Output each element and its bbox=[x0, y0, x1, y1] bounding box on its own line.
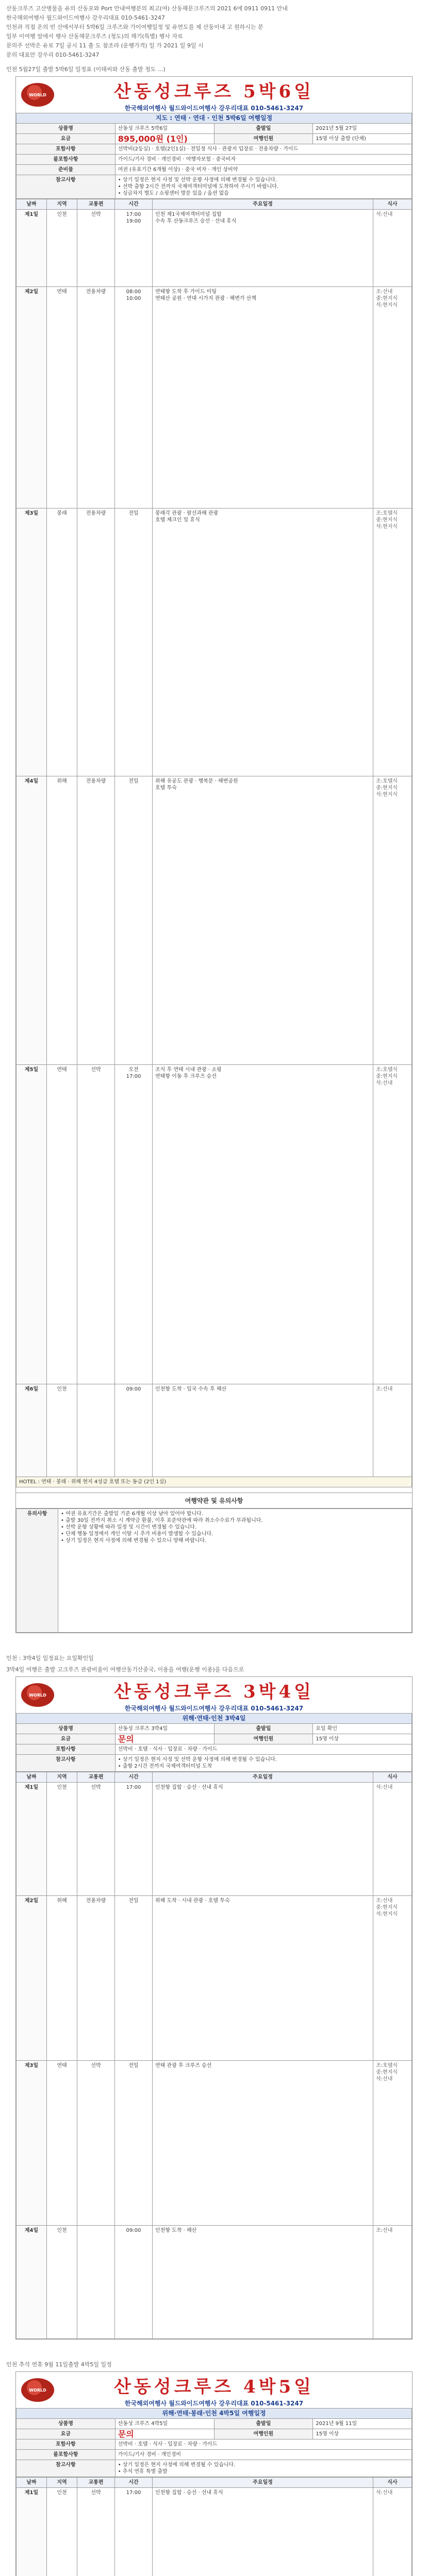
column-header: 식사 bbox=[373, 199, 412, 210]
notes-row bbox=[17, 1755, 412, 1772]
day-time: 08:00 10:00 bbox=[115, 287, 153, 509]
day-transport: 전용차량 bbox=[77, 287, 115, 509]
remarks-row bbox=[17, 1509, 412, 1633]
itinerary-document bbox=[15, 76, 413, 1633]
column-header: 시간 bbox=[115, 1772, 153, 1783]
remark-item: • 선박 운항 상황에 따라 일정 및 시간이 변경될 수 있습니다. bbox=[61, 1524, 197, 1530]
intro-line: 일부 이여행 앞에서 행사 산동해문크루즈 (청도)의 해기(특별) 행사 자료 bbox=[6, 33, 183, 40]
header-text bbox=[54, 77, 374, 112]
day-place: 인천 bbox=[47, 2226, 77, 2339]
route-title: 지도 : 연태 · 연대 · 인천 5박6일 여행일정 bbox=[17, 113, 412, 124]
day-label: 제4일 bbox=[17, 2226, 47, 2339]
day-transport: 선박 bbox=[77, 1783, 115, 1896]
day-transport: 선박 bbox=[77, 2488, 115, 2576]
day-plan: 연태항 도착 후 가이드 미팅 연태산 공원 · 연대 시가지 관광 · 해변가 산책 bbox=[153, 287, 373, 509]
summary-table bbox=[16, 113, 412, 199]
hotel-row bbox=[17, 1477, 412, 1487]
route-row bbox=[17, 1714, 412, 1724]
day-plan: 인천 제1국제여객터미널 집합 수속 후 산동크루즈 승선 · 선내 휴식 bbox=[153, 210, 373, 287]
column-header: 주요일정 bbox=[153, 2478, 373, 2488]
summary-row bbox=[17, 124, 412, 134]
day-transport bbox=[77, 1384, 115, 1477]
summary-value: 선박비(2등실) · 호텔(2인1실) · 전일정 식사 · 관광지 입장료 · 전용차량 · 가이드 bbox=[115, 144, 411, 155]
day-row bbox=[17, 2061, 412, 2226]
summary-row bbox=[17, 1724, 412, 1734]
remarks-title: 여행약관 및 유의사항 bbox=[16, 1493, 412, 1509]
day-label: 제1일 bbox=[17, 1783, 47, 1896]
day-meals: 조:선내 중:현지식 석:현지식 bbox=[373, 1896, 412, 2061]
day-label: 제5일 bbox=[17, 1065, 47, 1384]
summary-row bbox=[17, 1744, 412, 1755]
document-title: 산동성크루즈 5박6일 bbox=[114, 81, 314, 102]
notes-row bbox=[17, 2460, 412, 2477]
day-meals: 석:선내 bbox=[373, 1783, 412, 1896]
company-contact: 한국해외여행사 월드와이드여행사 강우리대표 010-5461-3247 bbox=[124, 1705, 304, 1712]
day-time: 전일 bbox=[115, 1896, 153, 2061]
schedule-header bbox=[17, 2478, 412, 2488]
summary-label: 준비물 bbox=[17, 165, 116, 175]
summary-value: 2021년 9월 11일 bbox=[313, 2419, 412, 2429]
day-row bbox=[17, 1896, 412, 2061]
notes-cell bbox=[115, 2460, 411, 2477]
hotel-note: HOTEL : 연태 · 봉래 · 위해 현지 4성급 호텔 또는 동급 (2인 1실) bbox=[17, 1477, 412, 1487]
day-time: 전일 bbox=[115, 776, 153, 1065]
day-row bbox=[17, 1783, 412, 1896]
summary-row bbox=[17, 134, 412, 144]
section-note: 3박4일 여행은 출발 고크루즈 관광비율이 여행산동기산중국, 이용을 여행(운행 이용)을 다음으로 bbox=[6, 1666, 244, 1673]
day-plan: 연태 관광 후 크루즈 승선 bbox=[153, 2061, 373, 2226]
summary-value: 15명 이상 bbox=[313, 2429, 412, 2439]
day-row bbox=[17, 2488, 412, 2576]
day-place: 위해 bbox=[47, 776, 77, 1065]
intro-text bbox=[0, 0, 428, 60]
summary-value: 가이드/기사 경비 · 개인경비 · 여행자보험 · 중국비자 bbox=[115, 155, 411, 165]
day-time: 전일 bbox=[115, 509, 153, 776]
summary-value: 선박비 · 호텔 · 식사 · 입장료 · 차량 · 가이드 bbox=[115, 1744, 411, 1755]
day-plan: 인천항 집합 · 승선 · 선내 휴식 bbox=[153, 2488, 373, 2576]
day-label: 제6일 bbox=[17, 1384, 47, 1477]
day-place: 인천 bbox=[47, 210, 77, 287]
summary-label: 불포함사항 bbox=[17, 2450, 116, 2460]
day-transport: 선박 bbox=[77, 1065, 115, 1384]
summary-value: 요일 확인 bbox=[313, 1724, 412, 1734]
document-header bbox=[16, 2372, 412, 2408]
column-header: 교통편 bbox=[77, 1772, 115, 1783]
day-transport: 선박 bbox=[77, 2061, 115, 2226]
column-header: 지역 bbox=[47, 199, 77, 210]
note-item: • 상기 일정은 현지 사정 및 선박 운항 사정에 의해 변경될 수 있습니다. bbox=[118, 1757, 277, 1762]
day-transport: 전용차량 bbox=[77, 509, 115, 776]
day-meals: 조:선내 중:현지식 석:현지식 bbox=[373, 287, 412, 509]
notes-label: 참고사항 bbox=[17, 175, 116, 199]
schedule-table bbox=[16, 2477, 412, 2576]
summary-table bbox=[16, 1713, 412, 1772]
summary-label: 포함사항 bbox=[17, 1744, 116, 1755]
column-header: 교통편 bbox=[77, 2478, 115, 2488]
summary-row bbox=[17, 2450, 412, 2460]
summary-label: 여행인원 bbox=[214, 1734, 313, 1744]
header-text bbox=[54, 2372, 374, 2408]
notes-cell bbox=[115, 175, 411, 199]
day-plan: 인천항 도착 · 해산 bbox=[153, 2226, 373, 2339]
summary-label: 포함사항 bbox=[17, 2439, 116, 2450]
day-label: 제3일 bbox=[17, 509, 47, 776]
intro-line: 인천과 직접 온의 빈 산에서부터 5박6일 크루즈와 가이여행일정 및 유연도를 제 산동이내 고 원하시는 분 bbox=[6, 24, 264, 30]
summary-label: 출발일 bbox=[214, 124, 313, 134]
remarks-box bbox=[16, 1493, 412, 1633]
itinerary-sheet-5n6d bbox=[0, 76, 428, 1633]
day-place: 연태 bbox=[47, 1065, 77, 1384]
header-text bbox=[54, 1677, 374, 1713]
day-meals: 조:호텔식 중:현지식 석:현지식 bbox=[373, 776, 412, 1065]
day-plan: 위해 도착 · 시내 관광 · 호텔 투숙 bbox=[153, 1896, 373, 2061]
summary-value: 15명 이상 bbox=[313, 1734, 412, 1744]
summary-value: 선박비 · 호텔 · 식사 · 입장료 · 차량 · 가이드 bbox=[115, 2439, 411, 2450]
summary-row bbox=[17, 155, 412, 165]
intro-line: 산동크루즈 고산병물을 유의 산동포와 Port 안내여행분의 최고(여) 산동해문크루즈의 2021 6에 0911 0911 안내 bbox=[6, 5, 288, 12]
day-place: 인천 bbox=[47, 1384, 77, 1477]
summary-label: 출발일 bbox=[214, 1724, 313, 1734]
day-row bbox=[17, 287, 412, 509]
day-place: 연태 bbox=[47, 2061, 77, 2226]
day-place: 봉래 bbox=[47, 509, 77, 776]
section-note: 인천 5월27일 출발 5박6일 일정표 (이태씨와 산동 출발 청도 ...) bbox=[6, 66, 166, 73]
day-transport bbox=[77, 2226, 115, 2339]
note-item: • 추석 연휴 특별 출발 bbox=[118, 2469, 168, 2475]
notes-label: 참고사항 bbox=[17, 2460, 116, 2477]
column-header: 식사 bbox=[373, 2478, 412, 2488]
day-transport: 전용차량 bbox=[77, 1896, 115, 2061]
document-title: 산동성크루즈 3박4일 bbox=[114, 1682, 314, 1702]
summary-row bbox=[17, 1734, 412, 1744]
summary-value: 문의 bbox=[115, 1734, 214, 1744]
day-label: 제1일 bbox=[17, 210, 47, 287]
day-row bbox=[17, 1384, 412, 1477]
column-header: 시간 bbox=[115, 2478, 153, 2488]
day-time: 09:00 bbox=[115, 2226, 153, 2339]
notes-row bbox=[17, 175, 412, 199]
day-place: 위해 bbox=[47, 1896, 77, 2061]
schedule-table bbox=[16, 1772, 412, 2339]
remarks-cell bbox=[58, 1509, 412, 1633]
itinerary-sheet-4n5d bbox=[0, 2371, 428, 2576]
day-meals: 조:호텔식 중:현지식 석:현지식 bbox=[373, 509, 412, 776]
summary-row bbox=[17, 2439, 412, 2450]
remark-item: • 상기 일정은 현지 사정에 의해 변경될 수 있으니 양해 바랍니다. bbox=[61, 1538, 207, 1544]
schedule-table bbox=[16, 199, 412, 1487]
day-row bbox=[17, 1065, 412, 1384]
summary-label: 상품명 bbox=[17, 1724, 116, 1734]
intro-line: 문의 대표안 강우리 010-5461-3247 bbox=[6, 52, 100, 58]
notes-label: 참고사항 bbox=[17, 1755, 116, 1772]
section-note: 인천 : 3박4일 일정표는 요일확인일 bbox=[6, 1655, 94, 1662]
day-row bbox=[17, 509, 412, 776]
day-transport: 선박 bbox=[77, 210, 115, 287]
summary-label: 요금 bbox=[17, 134, 116, 144]
day-meals: 석:선내 bbox=[373, 2488, 412, 2576]
intro-line: 문의주 선박은 유료 7일 공시 11 출 도 참조라 (운행가격) 일 가 2021 일 9일 시 bbox=[6, 42, 204, 49]
day-row bbox=[17, 776, 412, 1065]
route-title: 위해·연태·인천 3박4일 bbox=[17, 1714, 412, 1724]
column-header: 지역 bbox=[47, 1772, 77, 1783]
day-place: 연태 bbox=[47, 287, 77, 509]
note-item: • 출항 2시간 전까지 국제여객터미널 도착 bbox=[118, 1764, 212, 1769]
day-time: 17:00 19:00 bbox=[115, 210, 153, 287]
column-header: 날짜 bbox=[17, 1772, 47, 1783]
remarks-table bbox=[16, 1509, 412, 1633]
note-item: • 싱글차지 별도 / 쇼핑센터 방문 있음 / 옵션 없음 bbox=[118, 191, 229, 196]
summary-label: 요금 bbox=[17, 2429, 116, 2439]
column-header: 날짜 bbox=[17, 2478, 47, 2488]
summary-row bbox=[17, 2429, 412, 2439]
section-note: 인천 추석 연휴 9월 11일출발 4박5일 일정 bbox=[6, 2361, 112, 2368]
column-header: 날짜 bbox=[17, 199, 47, 210]
summary-label: 출발일 bbox=[214, 2419, 313, 2429]
column-header: 시간 bbox=[115, 199, 153, 210]
summary-value: 2021년 5월 27일 bbox=[313, 124, 412, 134]
day-meals: 조:호텔식 중:현지식 석:선내 bbox=[373, 2061, 412, 2226]
column-header: 주요일정 bbox=[153, 1772, 373, 1783]
column-header: 주요일정 bbox=[153, 199, 373, 210]
day-transport: 전용차량 bbox=[77, 776, 115, 1065]
day-time: 09:00 bbox=[115, 1384, 153, 1477]
summary-row bbox=[17, 144, 412, 155]
document-header bbox=[16, 77, 412, 113]
day-time: 17:00 bbox=[115, 1783, 153, 1896]
summary-label: 상품명 bbox=[17, 2419, 116, 2429]
route-title: 위해·연태·봉래·인천 4박5일 여행일정 bbox=[17, 2409, 412, 2419]
note-item: • 상기 일정은 현지 사정에 의해 변경될 수 있습니다. bbox=[118, 2462, 236, 2468]
column-header: 지역 bbox=[47, 2478, 77, 2488]
remark-item: • 출발 30일 전까지 취소 시 계약금 환불, 이후 표준약관에 따라 취소수수료가 부과됩니다. bbox=[61, 1518, 263, 1523]
day-plan: 인천항 도착 · 입국 수속 후 해산 bbox=[153, 1384, 373, 1477]
summary-row bbox=[17, 165, 412, 175]
summary-label: 불포함사항 bbox=[17, 155, 116, 165]
summary-label: 여행인원 bbox=[214, 2429, 313, 2439]
day-meals: 조:선내 bbox=[373, 2226, 412, 2339]
day-plan: 인천항 집합 · 승선 · 선내 휴식 bbox=[153, 1783, 373, 1896]
document-title: 산동성크루즈 4박5일 bbox=[114, 2377, 314, 2397]
summary-label: 요금 bbox=[17, 1734, 116, 1744]
intro-line: 한국해외여행사 월드와이드여행사 강우리대표 010-5461-3247 bbox=[6, 14, 165, 21]
itinerary-sheet-3n4d bbox=[0, 1676, 428, 2340]
company-contact: 한국해외여행사 월드와이드여행사 강우리대표 010-5461-3247 bbox=[124, 105, 304, 112]
summary-value: 산동성 크루즈 4박5일 bbox=[115, 2419, 214, 2429]
day-meals: 조:호텔식 중:현지식 석:선내 bbox=[373, 1065, 412, 1384]
note-item: • 상기 일정은 현지 사정 및 선박 운항 사정에 의해 변경될 수 있습니다. bbox=[118, 177, 277, 183]
day-row bbox=[17, 2226, 412, 2339]
document-header bbox=[16, 1677, 412, 1713]
remark-item: • 여권 유효기간은 출발일 기준 6개월 이상 남아 있어야 합니다. bbox=[61, 1511, 203, 1517]
day-time: 전일 bbox=[115, 2061, 153, 2226]
day-place: 인천 bbox=[47, 1783, 77, 1896]
day-label: 제4일 bbox=[17, 776, 47, 1065]
day-label: 제1일 bbox=[17, 2488, 47, 2576]
day-label: 제2일 bbox=[17, 287, 47, 509]
day-row bbox=[17, 210, 412, 287]
summary-value: 895,000원 (1인) bbox=[115, 134, 214, 144]
route-row bbox=[17, 2409, 412, 2419]
route-row bbox=[17, 113, 412, 124]
summary-table bbox=[16, 2408, 412, 2477]
summary-value: 산동성 크루즈 5박6일 bbox=[115, 124, 214, 134]
day-label: 제3일 bbox=[17, 2061, 47, 2226]
company-logo-icon: WORLD bbox=[21, 1683, 54, 1707]
summary-value: 문의 bbox=[115, 2429, 214, 2439]
day-meals: 조:선내 bbox=[373, 1384, 412, 1477]
day-label: 제2일 bbox=[17, 1896, 47, 2061]
company-logo-icon: WORLD bbox=[21, 83, 54, 107]
remark-item: • 단체 행동 일정에서 개인 이탈 시 추가 비용이 발생할 수 있습니다. bbox=[61, 1531, 213, 1537]
company-logo-icon: WORLD bbox=[21, 2378, 54, 2402]
summary-value: 여권 (유효기간 6개월 이상) · 중국 비자 · 개인 상비약 bbox=[115, 165, 411, 175]
itinerary-document bbox=[15, 2371, 413, 2576]
remarks-label: 유의사항 bbox=[17, 1509, 58, 1633]
summary-label: 상품명 bbox=[17, 124, 116, 134]
day-place: 인천 bbox=[47, 2488, 77, 2576]
summary-value: 산동성 크루즈 3박4일 bbox=[115, 1724, 214, 1734]
column-header: 식사 bbox=[373, 1772, 412, 1783]
day-plan: 조식 후 연태 시내 관광 · 쇼핑 연태항 이동 후 크루즈 승선 bbox=[153, 1065, 373, 1384]
notes-cell bbox=[115, 1755, 411, 1772]
note-item: • 선박 출항 2시간 전까지 국제여객터미널에 도착하여 주시기 바랍니다. bbox=[118, 184, 279, 190]
company-contact: 한국해외여행사 월드와이드여행사 강우리대표 010-5461-3247 bbox=[124, 2400, 304, 2407]
itinerary-document bbox=[15, 1676, 413, 2340]
day-plan: 봉래각 관광 · 팔선과해 관광 호텔 체크인 및 휴식 bbox=[153, 509, 373, 776]
summary-label: 포함사항 bbox=[17, 144, 116, 155]
day-plan: 위해 유공도 관광 · 행복문 · 해변공원 호텔 투숙 bbox=[153, 776, 373, 1065]
day-time: 오전 17:00 bbox=[115, 1065, 153, 1384]
day-meals: 석:선내 bbox=[373, 210, 412, 287]
schedule-header bbox=[17, 199, 412, 210]
summary-row bbox=[17, 2419, 412, 2429]
summary-value: 가이드/기사 경비 · 개인경비 bbox=[115, 2450, 411, 2460]
summary-label: 여행인원 bbox=[214, 134, 313, 144]
column-header: 교통편 bbox=[77, 199, 115, 210]
summary-value: 15명 이상 출발 (단체) bbox=[313, 134, 412, 144]
schedule-header bbox=[17, 1772, 412, 1783]
day-time: 17:00 bbox=[115, 2488, 153, 2576]
